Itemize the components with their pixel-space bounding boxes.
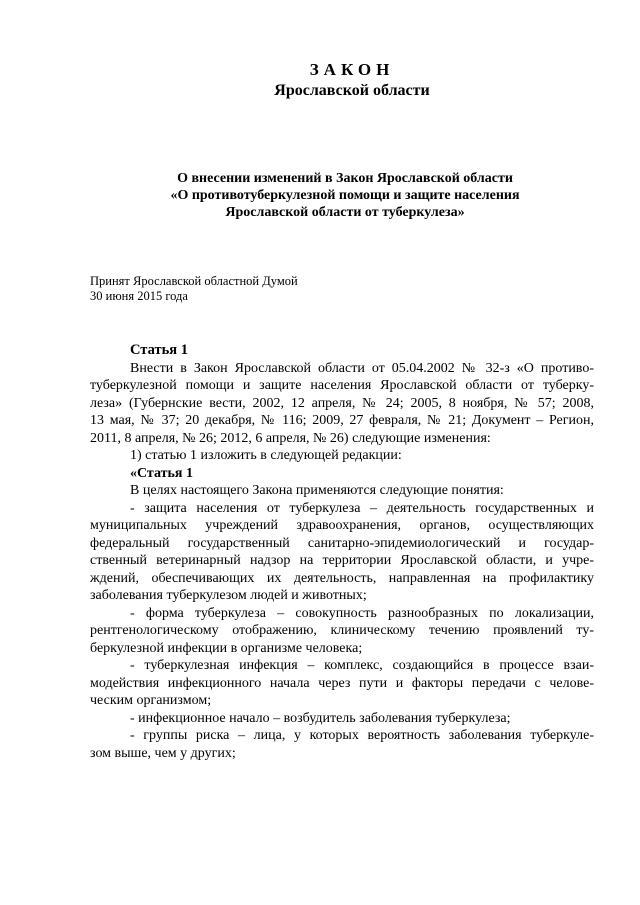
paragraph-line: беркулезной инфекции в организме человека; xyxy=(90,640,363,656)
article-1-body xyxy=(90,342,594,762)
paragraph-line: муниципальных учреждений здравоохранения, органов, осуществляющих xyxy=(90,518,594,533)
law-region-heading: Ярославской области xyxy=(274,82,430,99)
paragraph-line: 2011, 8 апреля, № 26; 2012, 6 апреля, № 26) следующие изменения: xyxy=(90,430,491,446)
adoption-body: Принят Ярославской областной Думой xyxy=(90,274,298,288)
paragraph-line: леза» (Губернские вести, 2002, 12 апреля, № 24; 2005, 8 ноября, № 57; 2008, xyxy=(90,395,594,411)
paragraph-line: 1) статью 1 изложить в следующей редакции: xyxy=(130,448,402,463)
article-heading: Статья 1 xyxy=(130,342,188,358)
paragraph-line: - инфекционное начало – возбудитель заболевания туберкулеза; xyxy=(130,710,511,726)
paragraph-line: - форма туберкулеза – совокупность разнообразных по локализации, xyxy=(130,605,594,621)
paragraph-line: ждений, обеспечивающих их деятельность, направленная на профилактику xyxy=(90,570,594,586)
law-title-line: Ярославской области от туберкулеза» xyxy=(225,205,465,220)
paragraph-line: туберкулезной помощи и защите населения Ярославской области от туберку- xyxy=(90,378,594,393)
law-title-line: О внесении изменений в Закон Ярославской области xyxy=(177,171,513,186)
paragraph-line: - защита населения от туберкулеза – деятельность государственных и xyxy=(130,500,594,516)
paragraph-line: - группы риска – лица, у которых вероятность заболевания туберкуле- xyxy=(130,728,594,743)
paragraph-line: В целях настоящего Закона применяются следующие понятия: xyxy=(130,483,504,498)
paragraph-line: заболевания туберкулезом людей и животных; xyxy=(90,588,367,603)
law-word-heading: ЗАКОН xyxy=(309,60,395,79)
paragraph-line: федеральный государственный санитарно-эпидемиологический и государ- xyxy=(90,535,594,551)
paragraph-line: 13 мая, № 37; 20 декабря, № 116; 2009, 27 февраля, № 21; Документ – Регион, xyxy=(90,413,594,428)
paragraph-line: рентгенологическому отображению, клиническому течению проявлений ту- xyxy=(90,623,594,638)
paragraph-line: ческим организмом; xyxy=(90,693,212,708)
paragraph-line: модействия инфекционного начала через пути и факторы передачи с челове- xyxy=(90,675,594,691)
paragraph-line: ственный ветеринарный надзор на территории Ярославской области, и учре- xyxy=(90,553,594,568)
paragraph-line: зом выше, чем у других; xyxy=(90,745,236,761)
paragraph-line: - туберкулезная инфекция – комплекс, создающийся в процессе взаи- xyxy=(130,658,594,673)
adoption-info xyxy=(90,274,298,304)
adoption-date: 30 июня 2015 года xyxy=(90,289,188,303)
law-title-line: «О противотуберкулезной помощи и защите населения xyxy=(170,188,520,203)
law-title xyxy=(90,170,600,221)
quoted-article-heading: «Статья 1 xyxy=(130,465,193,481)
paragraph-line: Внести в Закон Ярославской области от 05.04.2002 № 32-з «О противо- xyxy=(130,360,594,376)
